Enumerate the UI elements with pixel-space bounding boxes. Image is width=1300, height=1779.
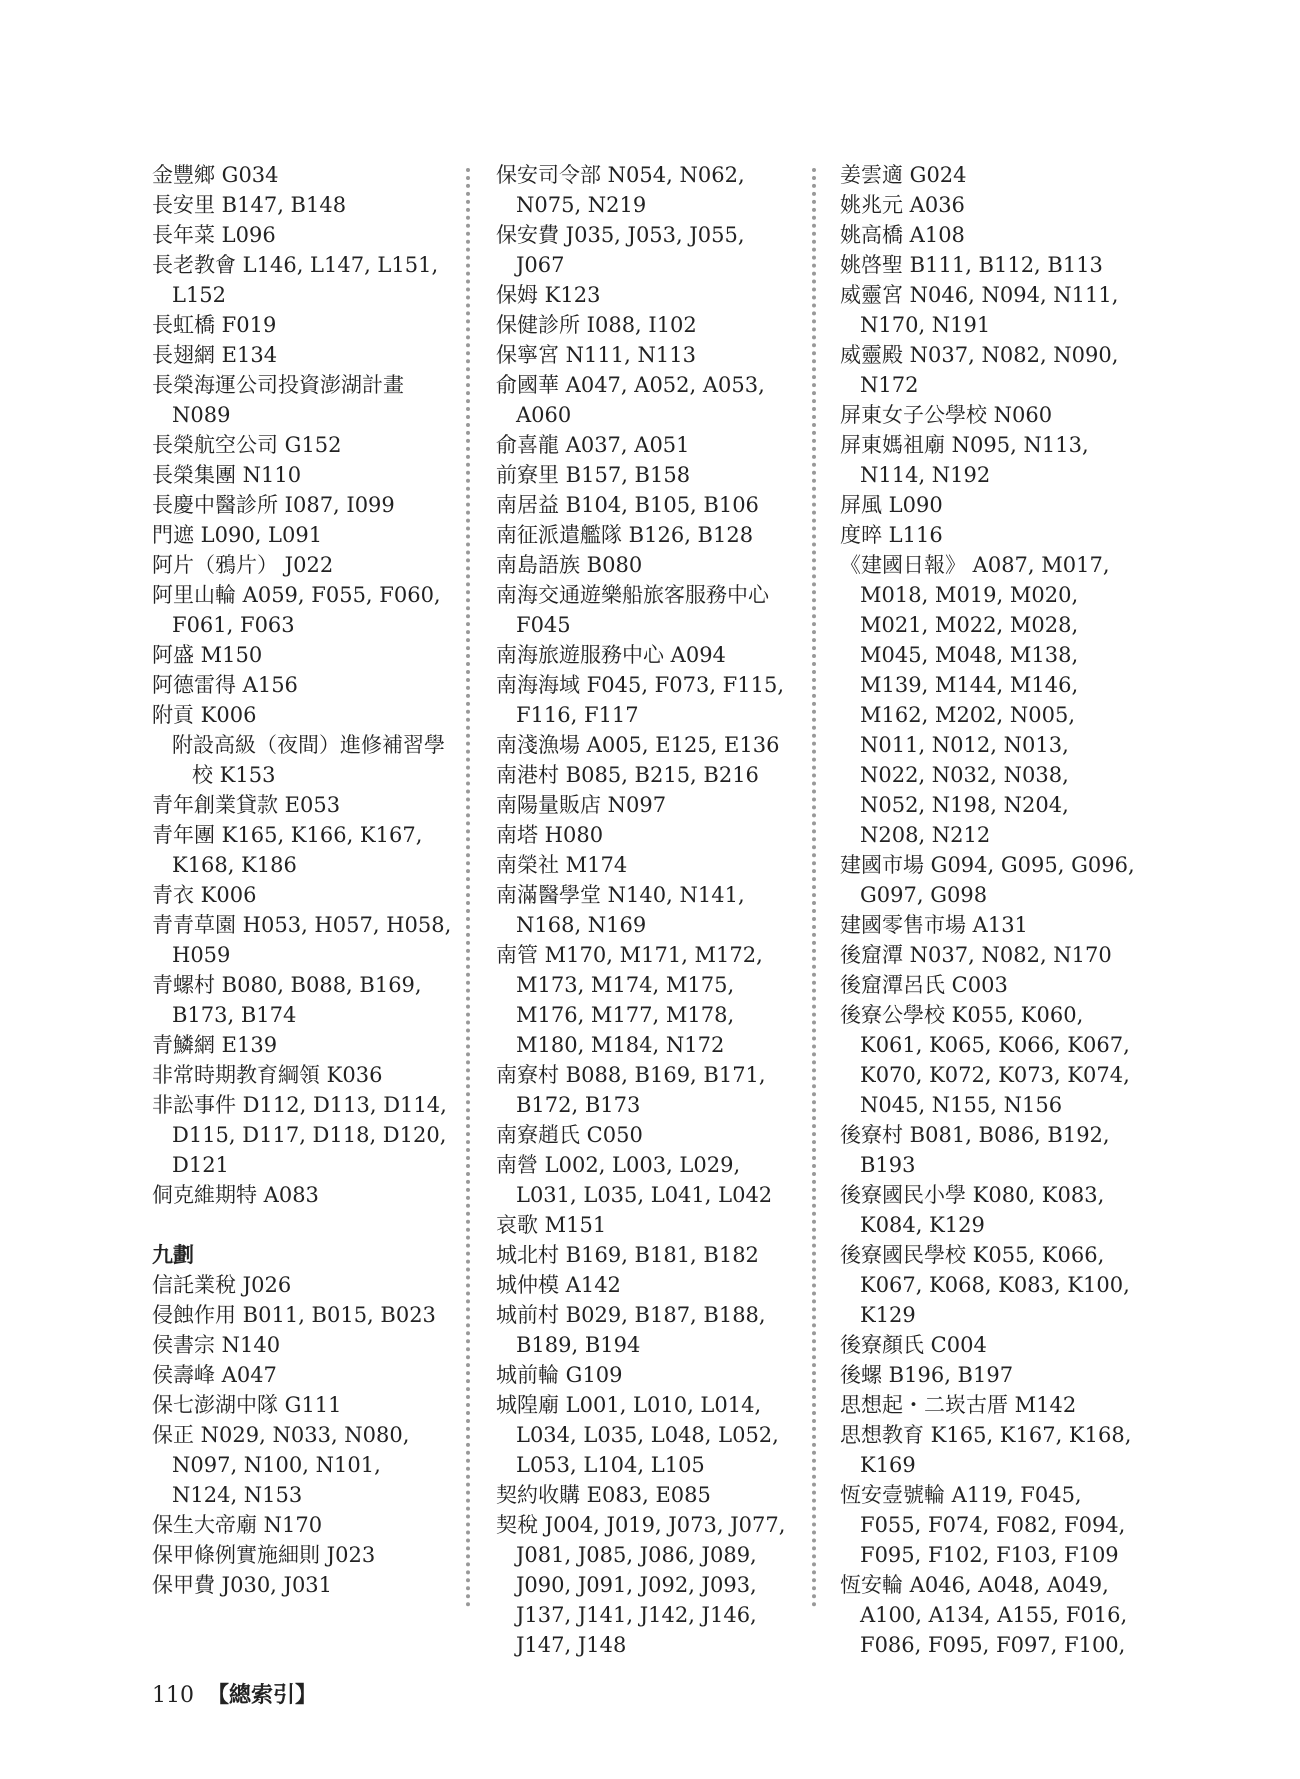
index-entry: 侗克維期特 A083: [152, 1183, 319, 1207]
index-entry: 後窟潭 N037, N082, N170: [840, 943, 1112, 967]
index-entry: 南營 L002, L003, L029, L031, L035, L041, L042: [496, 1153, 773, 1207]
index-entry: 南港村 B085, B215, B216: [496, 763, 759, 787]
index-entry: 南征派遣艦隊 B126, B128: [496, 523, 754, 547]
index-entry: 城仲模 A142: [496, 1273, 621, 1297]
index-entry: 後寮村 B081, B086, B192, B193: [840, 1123, 1110, 1177]
index-entry: 門遮 L090, L091: [152, 523, 323, 547]
index-entry: 阿里山輪 A059, F055, F060, F061, F063: [152, 583, 441, 637]
index-entry: 俞喜龍 A037, A051: [496, 433, 690, 457]
index-entry: 南寮村 B088, B169, B171, B172, B173: [496, 1063, 766, 1117]
index-entry: 青年團 K165, K166, K167, K168, K186: [152, 823, 423, 877]
index-entry: 威靈殿 N037, N082, N090, N172: [840, 343, 1119, 397]
index-entry: 長安里 B147, B148: [152, 193, 347, 217]
index-entry: 保安司令部 N054, N062, N075, N219: [496, 163, 745, 217]
index-entry: 長慶中醫診所 I087, I099: [152, 493, 395, 517]
index-entry: 保寧宮 N111, N113: [496, 343, 696, 367]
index-entry: 哀歌 M151: [496, 1213, 607, 1237]
index-entry: 非常時期教育綱領 K036: [152, 1063, 383, 1087]
index-entry: 保健診所 I088, I102: [496, 313, 697, 337]
index-entry: 度晬 L116: [840, 523, 943, 547]
index-entry: 阿德雷得 A156: [152, 673, 298, 697]
index-entry: 南滿醫學堂 N140, N141, N168, N169: [496, 883, 745, 937]
index-entry: 保甲條例實施細則 J023: [152, 1543, 376, 1567]
index-entry: 後寮公學校 K055, K060, K061, K065, K066, K067, K070, K072, K073, K074, N045, N155, N156: [840, 1003, 1130, 1117]
index-entry: 後窟潭呂氏 C003: [840, 973, 1008, 997]
index-entry: 侯書宗 N140: [152, 1333, 281, 1357]
index-entry: 城隍廟 L001, L010, L014, L034, L035, L048, L052, L053, L104, L105: [496, 1393, 779, 1477]
index-entry: 保安費 J035, J053, J055, J067: [496, 223, 745, 277]
index-entry: 威靈宮 N046, N094, N111, N170, N191: [840, 283, 1119, 337]
index-entry: 思想教育 K165, K167, K168, K169: [840, 1423, 1132, 1477]
index-entry: 姚啓聖 B111, B112, B113: [840, 253, 1103, 277]
index-entry: 青青草園 H053, H057, H058, H059: [152, 913, 452, 967]
index-column-2: [496, 160, 796, 1660]
index-entry: 城前村 B029, B187, B188, B189, B194: [496, 1303, 766, 1357]
index-entry: 後螺 B196, B197: [840, 1363, 1014, 1387]
index-entry: 阿片（鴉片） J022: [152, 553, 334, 577]
index-column-3: [840, 160, 1140, 1660]
index-entry: 青年創業貸款 E053: [152, 793, 341, 817]
index-entry: 後寮國民學校 K055, K066, K067, K068, K083, K100, K129: [840, 1243, 1130, 1327]
index-entry: 南居益 B104, B105, B106: [496, 493, 759, 517]
index-entry: 屏東媽祖廟 N095, N113, N114, N192: [840, 433, 1089, 487]
index-entry: 姚兆元 A036: [840, 193, 965, 217]
index-entry: 建國市場 G094, G095, G096, G097, G098: [840, 853, 1135, 907]
index-entry: 附貢 K006: [152, 703, 257, 727]
index-entry: 保七澎湖中隊 G111: [152, 1393, 342, 1417]
index-entry: 長虹橋 F019: [152, 313, 277, 337]
index-entry: 姜雲適 G024: [840, 163, 967, 187]
section-heading: 九劃: [152, 1242, 194, 1267]
index-entry: 長年菜 L096: [152, 223, 276, 247]
index-entry: 保生大帝廟 N170: [152, 1513, 323, 1537]
index-entry: 南榮社 M174: [496, 853, 628, 877]
index-entry: 青衣 K006: [152, 883, 257, 907]
index-entry: 保正 N029, N033, N080, N097, N100, N101, N124, N153: [152, 1423, 410, 1507]
index-entry: 長榮航空公司 G152: [152, 433, 342, 457]
index-entry: 契約收購 E083, E085: [496, 1483, 711, 1507]
index-entry: 阿盛 M150: [152, 643, 263, 667]
index-entry: 保甲費 J030, J031: [152, 1573, 333, 1597]
index-entry: 附設高級（夜間）進修補習學校 K153: [172, 733, 445, 787]
column-divider: [466, 168, 470, 1608]
index-entry: 俞國華 A047, A052, A053, A060: [496, 373, 765, 427]
index-entry: 城前輪 G109: [496, 1363, 623, 1387]
index-entry: 屏東女子公學校 N060: [840, 403, 1053, 427]
index-entry: 長翅網 E134: [152, 343, 278, 367]
index-entry: 南寮趙氏 C050: [496, 1123, 643, 1147]
page-number: 110: [152, 1683, 194, 1708]
index-entry: 姚高橋 A108: [840, 223, 965, 247]
index-column-1: [152, 160, 452, 1600]
index-entry: 屏風 L090: [840, 493, 943, 517]
index-entry: 保姆 K123: [496, 283, 601, 307]
index-entry: 南海旅遊服務中心 A094: [496, 643, 726, 667]
column-divider: [812, 168, 816, 1608]
section-gap: [152, 1210, 452, 1240]
index-entry: 南淺漁場 A005, E125, E136: [496, 733, 780, 757]
index-entry: 南管 M170, M171, M172, M173, M174, M175, M176, M177, M178, M180, M184, N172: [496, 943, 763, 1057]
index-entry: 南塔 H080: [496, 823, 604, 847]
index-entry: 信託業稅 J026: [152, 1273, 292, 1297]
section-title: 【總索引】: [207, 1682, 318, 1708]
index-entry: 南島語族 B080: [496, 553, 643, 577]
index-entry: 恆安輪 A046, A048, A049, A100, A134, A155, F016, F086, F095, F097, F100,: [840, 1573, 1128, 1657]
index-entry: 城北村 B169, B181, B182: [496, 1243, 759, 1267]
index-entry: 南海交通遊樂船旅客服務中心 F045: [496, 583, 769, 637]
index-entry: 青螺村 B080, B088, B169, B173, B174: [152, 973, 422, 1027]
index-entry: 建國零售市場 A131: [840, 913, 1028, 937]
index-entry: 非訟事件 D112, D113, D114, D115, D117, D118, D120, D121: [152, 1093, 447, 1177]
index-entry: 恆安壹號輪 A119, F045, F055, F074, F082, F094, F095, F102, F103, F109: [840, 1483, 1126, 1567]
index-entry: 思想起・二崁古厝 M142: [840, 1393, 1077, 1417]
index-entry: 南陽量販店 N097: [496, 793, 667, 817]
index-entry: 後寮顏氏 C004: [840, 1333, 987, 1357]
index-entry: 南海海域 F045, F073, F115, F116, F117: [496, 673, 785, 727]
index-entry: 後寮國民小學 K080, K083, K084, K129: [840, 1183, 1105, 1237]
index-entry: 前寮里 B157, B158: [496, 463, 691, 487]
index-entry: 侯壽峰 A047: [152, 1363, 277, 1387]
index-entry: 長老教會 L146, L147, L151, L152: [152, 253, 439, 307]
index-entry: 金豐鄉 G034: [152, 163, 279, 187]
index-entry: 長榮集團 N110: [152, 463, 302, 487]
index-entry: 長榮海運公司投資澎湖計畫 N089: [152, 373, 404, 427]
index-entry: 侵蝕作用 B011, B015, B023: [152, 1303, 436, 1327]
index-entry: 青鱗網 E139: [152, 1033, 278, 1057]
index-entry: 契稅 J004, J019, J073, J077, J081, J085, J086, J089, J090, J091, J092, J093, J137, J141, J142, J146, J147, J148: [496, 1513, 786, 1657]
index-entry: 《建國日報》 A087, M017, M018, M019, M020, M021, M022, M028, M045, M048, M138, M139, M144, M146, M162, M202, N005, N011, N012, N013, N022, N032, N038, N052, N198, N204, N208, N212: [840, 553, 1110, 847]
page-footer: [152, 1678, 317, 1709]
